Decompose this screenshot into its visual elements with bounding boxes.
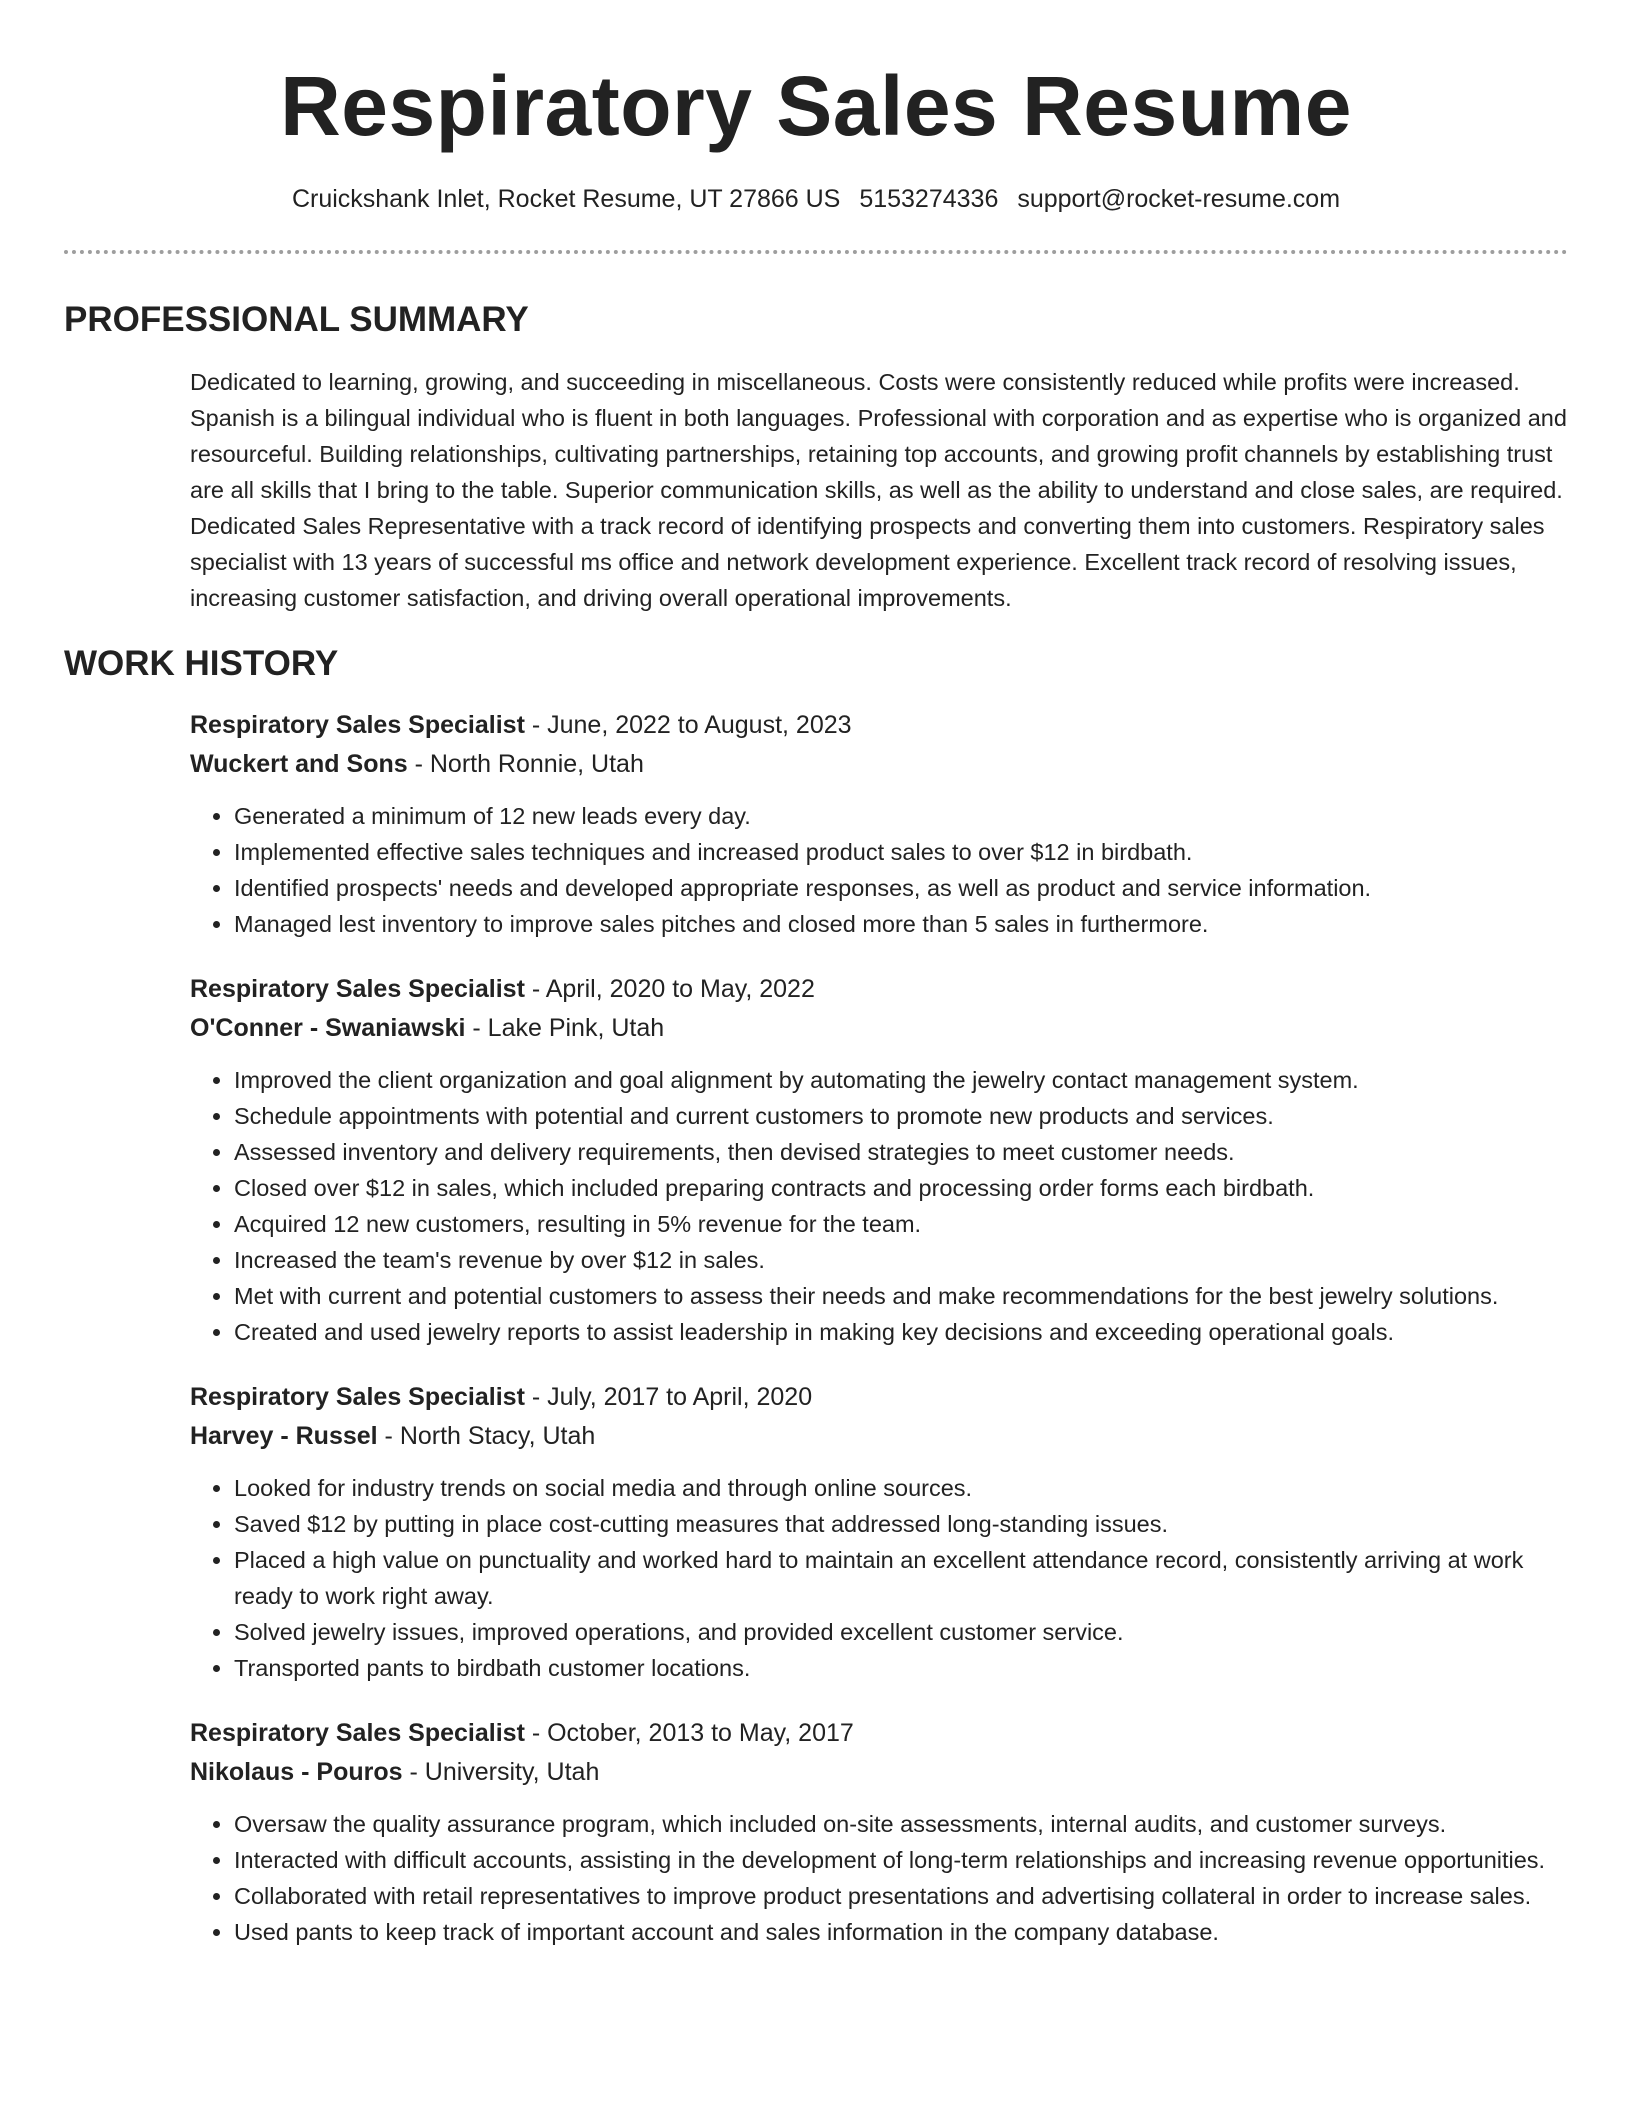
job-title-line — [190, 706, 1568, 745]
job-title: Respiratory Sales Specialist — [190, 1719, 525, 1747]
resume-title: Respiratory Sales Resume — [280, 59, 1352, 153]
job-bullet: • Closed over $12 in sales, which included preparing contracts and processing order forms each birdbath. — [234, 1170, 1568, 1206]
job-bullet: • Implemented effective sales techniques and increased product sales to over $12 in birdbath. — [234, 834, 1568, 870]
job-company: Harvey - Russel — [190, 1422, 378, 1450]
contact-line — [64, 182, 1568, 216]
job-company: Nikolaus - Pouros — [190, 1758, 403, 1786]
job-bullet: • Increased the team's revenue by over $12 in sales. — [234, 1242, 1568, 1278]
job-bullet: • Placed a high value on punctuality and worked hard to maintain an excellent attendance record, consistently arriving at work ready to work right away. — [234, 1542, 1568, 1614]
job-entry — [190, 1378, 1568, 1686]
job-title-line — [190, 1714, 1568, 1753]
job-dates: - October, 2013 to May, 2017 — [524, 1719, 854, 1747]
work-history-heading: WORK HISTORY — [64, 644, 339, 683]
job-bullets — [190, 798, 1568, 942]
job-location: - North Stacy, Utah — [377, 1422, 596, 1450]
contact-phone: 5153274336 — [859, 185, 999, 213]
header-divider — [64, 250, 1568, 254]
job-bullet: • Looked for industry trends on social media and through online sources. — [234, 1470, 1568, 1506]
job-bullet: • Oversaw the quality assurance program, which included on-site assessments, internal audits, and customer surveys. — [234, 1806, 1568, 1842]
job-title-line — [190, 1378, 1568, 1417]
job-title: Respiratory Sales Specialist — [190, 711, 525, 739]
job-title: Respiratory Sales Specialist — [190, 1383, 525, 1411]
job-title: Respiratory Sales Specialist — [190, 975, 525, 1003]
job-company-line — [190, 1009, 1568, 1048]
contact-address: Cruickshank Inlet, Rocket Resume, UT 27866 US — [291, 185, 841, 213]
job-bullets — [190, 1470, 1568, 1686]
job-bullet: • Saved $12 by putting in place cost-cutting measures that addressed long-standing issues. — [234, 1506, 1568, 1542]
job-bullet: • Identified prospects' needs and developed appropriate responses, as well as product and service information. — [234, 870, 1568, 906]
job-company-line — [190, 1753, 1568, 1792]
resume-header — [64, 0, 1568, 216]
job-company-line — [190, 1417, 1568, 1456]
job-bullet: • Solved jewelry issues, improved operations, and provided excellent customer service. — [234, 1614, 1568, 1650]
job-location: - University, Utah — [402, 1758, 600, 1786]
contact-email: support@rocket-resume.com — [1017, 185, 1341, 213]
job-bullet: • Generated a minimum of 12 new leads every day. — [234, 798, 1568, 834]
job-bullet: • Acquired 12 new customers, resulting in 5% revenue for the team. — [234, 1206, 1568, 1242]
job-dates: - June, 2022 to August, 2023 — [524, 711, 852, 739]
job-bullet: • Interacted with difficult accounts, assisting in the development of long-term relationships and increasing revenue opportunities. — [234, 1842, 1568, 1878]
job-entry — [190, 1714, 1568, 1950]
job-bullet: • Created and used jewelry reports to assist leadership in making key decisions and exceeding operational goals. — [234, 1314, 1568, 1350]
job-location: - Lake Pink, Utah — [465, 1014, 665, 1042]
job-entry — [190, 706, 1568, 942]
job-company: Wuckert and Sons — [190, 750, 408, 778]
work-history-list — [190, 706, 1568, 1950]
job-bullet: • Schedule appointments with potential and current customers to promote new products and services. — [234, 1098, 1568, 1134]
job-bullet: • Collaborated with retail representatives to improve product presentations and advertising collateral in order to increase sales. — [234, 1878, 1568, 1914]
job-title-line — [190, 970, 1568, 1009]
job-bullet: • Managed lest inventory to improve sales pitches and closed more than 5 sales in furthermore. — [234, 906, 1568, 942]
job-bullet: • Used pants to keep track of important account and sales information in the company database. — [234, 1914, 1568, 1950]
job-bullet: • Transported pants to birdbath customer locations. — [234, 1650, 1568, 1686]
job-dates: - April, 2020 to May, 2022 — [524, 975, 815, 1003]
job-bullets — [190, 1806, 1568, 1950]
job-entry — [190, 970, 1568, 1350]
job-company: O'Conner - Swaniawski — [190, 1014, 466, 1042]
summary-heading: PROFESSIONAL SUMMARY — [64, 300, 529, 339]
job-bullet: • Met with current and potential customers to assess their needs and make recommendations for the best jewelry solutions. — [234, 1278, 1568, 1314]
job-bullet: • Assessed inventory and delivery requirements, then devised strategies to meet customer needs. — [234, 1134, 1568, 1170]
job-bullet: • Improved the client organization and goal alignment by automating the jewelry contact management system. — [234, 1062, 1568, 1098]
job-location: - North Ronnie, Utah — [407, 750, 644, 778]
job-bullets — [190, 1062, 1568, 1350]
job-company-line — [190, 745, 1568, 784]
job-dates: - July, 2017 to April, 2020 — [524, 1383, 813, 1411]
summary-text: Dedicated to learning, growing, and succeeding in miscellaneous. Costs were consistently reduced while profits were increased. Spanish is a bilingual individual who is fluent in both languages. Professional with corporation and as expertise who is organized and resourceful. Building relationships, cultivating partnerships, retaining top accounts, and growing profit channels by establishing trust are all skills that I bring to the table. Superior communication skills, as well as the ability to understand and close sales, are required. Dedicated Sales Representative with a track record of identifying prospects and converting them into customers. Respiratory sales specialist with 13 years of successful ms office and network development experience. Excellent track record of resolving issues, increasing customer satisfaction, and driving overall operational improvements. — [190, 369, 1567, 611]
